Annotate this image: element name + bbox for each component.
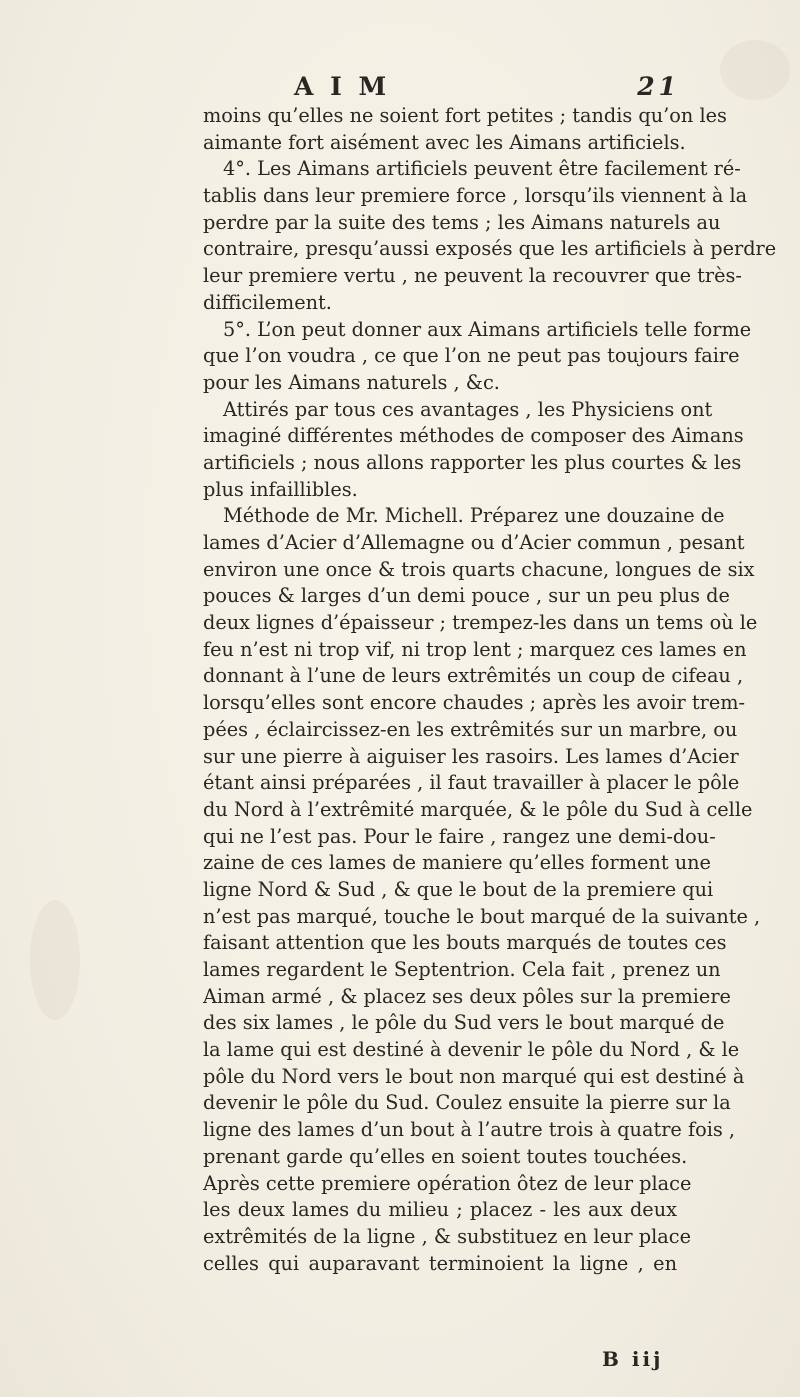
text-line: pées , éclaircissez-en les extrêmités sur un marbre, ou: [203, 717, 738, 741]
text-line: contraire, presqu’aussi exposés que les artificiels à perdre: [203, 237, 777, 261]
text-line: environ une once & trois quarts chacune, longues de six: [203, 557, 755, 581]
body-text: [203, 103, 777, 1277]
text-line: aimante fort aisément avec les Aimans artificiels.: [203, 130, 686, 154]
paper-stain: [720, 40, 790, 100]
text-line: qui ne l’est pas. Pour le faire , rangez une demi-dou-: [203, 824, 716, 848]
text-line: n’est pas marqué, touche le bout marqué de la suivante ,: [203, 904, 761, 928]
text-line: tablis dans leur premiere force , lorsqu’ils viennent à la: [203, 184, 748, 208]
text-line: Méthode de Mr. Michell. Préparez une douzaine de: [223, 504, 725, 528]
text-line: deux lignes d’épaisseur ; trempez-les dans un tems où le: [203, 611, 758, 635]
text-line: des six lames , le pôle du Sud vers le bout marqué de: [203, 1011, 725, 1035]
text-line: que l’on voudra , ce que l’on ne peut pas toujours faire: [203, 344, 740, 368]
text-line: lorsqu’elles sont encore chaudes ; après les avoir trem-: [203, 691, 746, 715]
text-line: pôle du Nord vers le bout non marqué qui est destiné à: [203, 1064, 745, 1088]
text-line: Attirés par tous ces avantages , les Physiciens ont: [223, 397, 713, 421]
text-line: perdre par la suite des tems ; les Aimans naturels au: [203, 210, 721, 234]
text-line: Après cette premiere opération ôtez de leur place: [203, 1171, 692, 1195]
text-line: leur premiere vertu , ne peuvent la recouvrer que très-: [203, 264, 742, 288]
text-line: devenir le pôle du Sud. Coulez ensuite la pierre sur la: [203, 1091, 731, 1115]
signature-mark: B iij: [602, 1347, 664, 1371]
text-line: pour les Aimans naturels , &c.: [203, 370, 500, 394]
text-line: extrêmités de la ligne , & substituez en leur place: [203, 1224, 691, 1248]
text-line: feu n’est ni trop vif, ni trop lent ; marquez ces lames en: [203, 637, 747, 661]
text-line: prenant garde qu’elles en soient toutes touchées.: [203, 1144, 688, 1168]
text-line: zaine de ces lames de maniere qu’elles forment une: [203, 851, 711, 875]
text-line: ligne Nord & Sud , & que le bout de la premiere qui: [203, 877, 714, 901]
text-line: donnant à l’une de leurs extrêmités un coup de cifeau ,: [203, 664, 744, 688]
text-line: faisant attention que les bouts marqués de toutes ces: [203, 931, 727, 955]
text-line: sur une pierre à aiguiser les rasoirs. Les lames d’Acier: [203, 744, 739, 768]
text-line: 5°. L’on peut donner aux Aimans artificiels telle forme: [223, 317, 752, 341]
text-line: celles qui auparavant terminoient la ligne , en: [203, 1251, 677, 1275]
text-line: la lame qui est destiné à devenir le pôle du Nord , & le: [203, 1038, 740, 1062]
text-line: étant ainsi préparées , il faut travailler à placer le pôle: [203, 771, 740, 795]
text-line: Aiman armé , & placez ses deux pôles sur la premiere: [203, 984, 731, 1008]
text-line: plus infaillibles.: [203, 477, 358, 501]
text-line: ligne des lames d’un bout à l’autre trois à quatre fois ,: [203, 1118, 736, 1142]
text-line: artificiels ; nous allons rapporter les plus courtes & les: [203, 450, 742, 474]
page-header: [200, 72, 680, 104]
text-line: difficilement.: [203, 290, 332, 314]
text-line: imaginé différentes méthodes de composer des Aimans: [203, 424, 744, 448]
text-line: lames regardent le Septentrion. Cela fait , prenez un: [203, 958, 721, 981]
text-line: moins qu’elles ne soient fort petites ; tandis qu’on les: [203, 104, 727, 127]
text-line: 4°. Les Aimans artificiels peuvent être facilement ré-: [223, 157, 741, 181]
text-line: lames d’Acier d’Allemagne ou d’Acier commun , pesant: [203, 531, 745, 554]
page-number: 21: [637, 72, 680, 101]
text-line: les deux lames du milieu ; placez - les aux deux: [203, 1198, 677, 1222]
running-title: A I M: [294, 72, 391, 101]
paper-stain: [30, 900, 80, 1020]
text-line: du Nord à l’extrêmité marquée, & le pôle du Sud à celle: [203, 797, 753, 821]
text-line: pouces & larges d’un demi pouce , sur un peu plus de: [203, 584, 730, 608]
